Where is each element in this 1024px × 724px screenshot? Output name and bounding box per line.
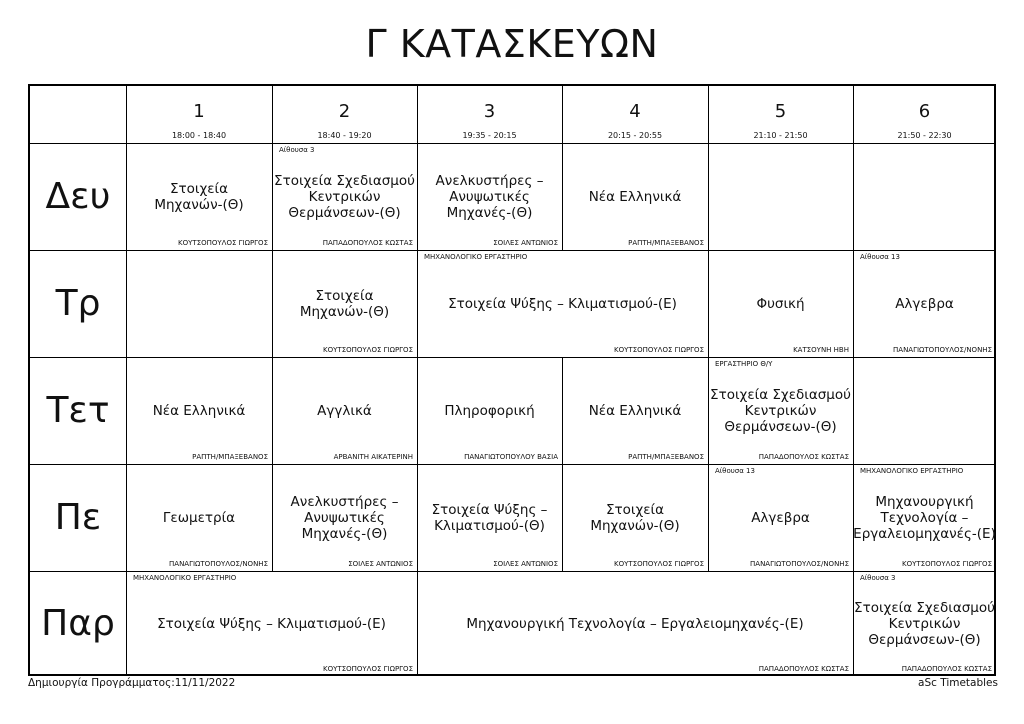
grid-column-divider	[853, 143, 854, 250]
timetable-grid	[28, 84, 996, 676]
lesson-subject: Πληροφορική	[444, 402, 535, 419]
grid-column-divider	[562, 86, 563, 143]
lesson-teacher: ΡΑΠΤΗ/ΜΠΑΞΕΒΑΝΟΣ	[628, 239, 704, 247]
lesson-cell	[562, 357, 708, 464]
lesson-cell	[853, 571, 996, 676]
lesson-cell	[126, 357, 272, 464]
lesson-teacher: ΚΟΥΤΣΟΠΟΥΛΟΣ ΓΙΩΡΓΟΣ	[614, 560, 704, 568]
lesson-teacher: ΚΟΥΤΣΟΠΟΥΛΟΣ ΓΙΩΡΓΟΣ	[323, 665, 413, 673]
lesson-room: ΜΗΧΑΝΟΛΟΓΙΚΟ ΕΡΓΑΣΤΗΡΙΟ	[424, 253, 528, 261]
footer-brand: aSc Timetables	[918, 677, 998, 689]
period-time: 18:00 - 18:40	[171, 131, 227, 140]
lesson-cell	[417, 357, 562, 464]
day-label: Τρ	[55, 283, 101, 324]
grid-column-divider	[272, 250, 273, 357]
grid-column-divider	[853, 464, 854, 571]
period-number: 1	[193, 101, 205, 122]
period-number: 2	[338, 101, 351, 122]
lesson-cell	[853, 464, 996, 571]
day-header-5	[30, 571, 126, 676]
day-label: Πε	[54, 497, 102, 538]
grid-row-divider	[30, 357, 994, 358]
lesson-teacher: ΠΑΠΑΔΟΠΟΥΛΟΣ ΚΩΣΤΑΣ	[322, 239, 413, 247]
lesson-room: Αίθουσα 3	[860, 574, 896, 582]
grid-column-divider	[562, 464, 563, 571]
period-time: 19:35 - 20:15	[462, 131, 517, 140]
lesson-teacher: ΠΑΝΑΓΙΩΤΟΠΟΥΛΟΣ/ΝΟΝΗΣ	[893, 346, 992, 354]
grid-column-divider	[562, 357, 563, 464]
grid-column-divider	[417, 250, 418, 357]
grid-column-divider	[272, 464, 273, 571]
lesson-teacher: ΠΑΠΑΔΟΠΟΥΛΟΣ ΚΩΣΤΑΣ	[758, 453, 849, 461]
period-time: 20:15 - 20:55	[607, 131, 663, 140]
grid-column-divider	[417, 571, 418, 676]
lesson-teacher: ΣΟΙΛΕΣ ΑΝΤΩΝΙΟΣ	[348, 560, 413, 568]
grid-row-divider	[30, 143, 994, 144]
lesson-teacher: ΑΡΒΑΝΙΤΗ ΑΙΚΑΤΕΡΙΝΗ	[333, 453, 413, 461]
grid-column-divider	[272, 86, 273, 143]
lesson-teacher: ΠΑΝΑΓΙΩΤΟΠΟΥΛΟΣ/ΝΟΝΗΣ	[169, 560, 268, 568]
lesson-teacher: ΚΟΥΤΣΟΠΟΥΛΟΣ ΓΙΩΡΓΟΣ	[323, 346, 413, 354]
grid-column-divider	[853, 571, 854, 676]
lesson-room: ΕΡΓΑΣΤΗΡΙΟ Θ/Υ	[715, 360, 773, 368]
lesson-subject: Στοιχεία Σχεδιασμού Κεντρικών Θερμάνσεων-(Θ)	[274, 172, 415, 221]
lesson-subject: Στοιχεία Μηχανών-(Θ)	[154, 180, 244, 213]
lesson-cell	[562, 143, 708, 250]
grid-column-divider	[126, 143, 127, 250]
lesson-teacher: ΡΑΠΤΗ/ΜΠΑΞΕΒΑΝΟΣ	[628, 453, 704, 461]
lesson-subject: Νέα Ελληνικά	[588, 188, 682, 205]
day-header-2	[30, 250, 126, 357]
grid-column-divider	[417, 143, 418, 250]
period-number: 4	[629, 101, 641, 122]
grid-column-divider	[853, 86, 854, 143]
lesson-cell	[417, 571, 853, 676]
lesson-cell	[272, 250, 417, 357]
period-time: 21:10 - 21:50	[753, 131, 808, 140]
grid-column-divider	[126, 571, 127, 676]
grid-column-divider	[126, 357, 127, 464]
page-title: Γ ΚΑΤΑΣΚΕΥΩΝ	[365, 22, 659, 66]
footer-created-date: Δημιουργία Προγράμματος:11/11/2022	[28, 677, 236, 689]
lesson-cell	[708, 357, 853, 464]
lesson-room: ΜΗΧΑΝΟΛΟΓΙΚΟ ΕΡΓΑΣΤΗΡΙΟ	[860, 467, 964, 475]
period-header-3	[417, 86, 562, 143]
lesson-cell	[272, 143, 417, 250]
day-label: Δευ	[45, 176, 111, 217]
period-header-4	[562, 86, 708, 143]
lesson-cell	[126, 464, 272, 571]
period-number: 6	[918, 101, 931, 122]
day-header-1	[30, 143, 126, 250]
period-header-1	[126, 86, 272, 143]
lesson-cell	[853, 250, 996, 357]
lesson-cell	[417, 143, 562, 250]
grid-column-divider	[708, 86, 709, 143]
period-time: 21:50 - 22:30	[897, 131, 952, 140]
lesson-cell	[272, 357, 417, 464]
lesson-subject: Στοιχεία Ψύξης – Κλιματισμού-(Ε)	[157, 615, 386, 632]
grid-column-divider	[853, 250, 854, 357]
period-time: 18:40 - 19:20	[317, 131, 372, 140]
period-header-6	[853, 86, 996, 143]
lesson-subject: Αγγλικά	[317, 402, 372, 419]
lesson-room: Αίθουσα 13	[715, 467, 755, 475]
lesson-room: Αίθουσα 3	[279, 146, 315, 154]
grid-column-divider	[126, 86, 127, 143]
lesson-teacher: ΠΑΝΑΓΙΩΤΟΠΟΥΛΟΣ/ΝΟΝΗΣ	[750, 560, 849, 568]
lesson-subject: Φυσική	[756, 295, 805, 312]
grid-column-divider	[708, 250, 709, 357]
lesson-cell	[126, 143, 272, 250]
lesson-subject: Στοιχεία Μηχανών-(Θ)	[590, 501, 680, 534]
period-number: 5	[774, 101, 787, 122]
lesson-subject: Μηχανουργική Τεχνολογία – Εργαλειομηχανές-(Ε)	[466, 615, 804, 632]
lesson-subject: Στοιχεία Σχεδιασμού Κεντρικών Θερμάνσεων-(Θ)	[710, 386, 851, 435]
day-label: Τετ	[46, 390, 110, 431]
period-header-2	[272, 86, 417, 143]
lesson-teacher: ΚΑΤΣΟΥΝΗ ΗΒΗ	[793, 346, 849, 354]
day-label: Παρ	[41, 603, 115, 644]
lesson-subject: Αλγεβρα	[895, 295, 954, 312]
lesson-subject: Στοιχεία Ψύξης – Κλιματισμού-(Ε)	[448, 295, 677, 312]
lesson-cell	[562, 464, 708, 571]
lesson-subject: Ανελκυστήρες – Ανυψωτικές Μηχανές-(Θ)	[290, 493, 399, 542]
grid-column-divider	[417, 86, 418, 143]
lesson-subject: Νέα Ελληνικά	[588, 402, 682, 419]
lesson-subject: Νέα Ελληνικά	[152, 402, 246, 419]
lesson-cell	[708, 250, 853, 357]
lesson-teacher: ΠΑΠΑΔΟΠΟΥΛΟΣ ΚΩΣΤΑΣ	[901, 665, 992, 673]
grid-column-divider	[272, 357, 273, 464]
lesson-subject: Στοιχεία Μηχανών-(Θ)	[299, 287, 390, 320]
lesson-cell	[417, 250, 708, 357]
lesson-subject: Στοιχεία Ψύξης – Κλιματισμού-(Θ)	[431, 501, 548, 534]
lesson-cell	[126, 571, 417, 676]
period-number: 3	[483, 101, 496, 122]
grid-column-divider	[708, 143, 709, 250]
grid-row-divider	[30, 464, 994, 465]
lesson-room: Αίθουσα 13	[860, 253, 900, 261]
day-header-3	[30, 357, 126, 464]
day-header-4	[30, 464, 126, 571]
lesson-subject: Αλγεβρα	[751, 509, 810, 526]
lesson-cell	[708, 464, 853, 571]
grid-column-divider	[708, 464, 709, 571]
lesson-room: ΜΗΧΑΝΟΛΟΓΙΚΟ ΕΡΓΑΣΤΗΡΙΟ	[133, 574, 237, 582]
lesson-subject: Μηχανουργική Τεχνολογία – Εργαλειομηχανές-(Ε)	[853, 493, 996, 542]
lesson-teacher: ΠΑΠΑΔΟΠΟΥΛΟΣ ΚΩΣΤΑΣ	[758, 665, 849, 673]
grid-column-divider	[708, 357, 709, 464]
lesson-teacher: ΣΟΙΛΕΣ ΑΝΤΩΝΙΟΣ	[493, 560, 558, 568]
lesson-teacher: ΡΑΠΤΗ/ΜΠΑΞΕΒΑΝΟΣ	[192, 453, 268, 461]
grid-column-divider	[126, 464, 127, 571]
grid-column-divider	[417, 464, 418, 571]
grid-row-divider	[30, 250, 994, 251]
grid-column-divider	[272, 143, 273, 250]
lesson-subject: Στοιχεία Σχεδιασμού Κεντρικών Θερμάνσεων-(Θ)	[854, 599, 995, 648]
lesson-subject: Γεωμετρία	[162, 509, 236, 526]
lesson-cell	[417, 464, 562, 571]
period-header-5	[708, 86, 853, 143]
lesson-teacher: ΠΑΝΑΓΙΩΤΟΠΟΥΛΟΥ ΒΑΣΙΑ	[464, 453, 558, 461]
grid-column-divider	[853, 357, 854, 464]
grid-column-divider	[126, 250, 127, 357]
lesson-cell	[272, 464, 417, 571]
lesson-teacher: ΚΟΥΤΣΟΠΟΥΛΟΣ ΓΙΩΡΓΟΣ	[902, 560, 992, 568]
lesson-teacher: ΚΟΥΤΣΟΠΟΥΛΟΣ ΓΙΩΡΓΟΣ	[614, 346, 704, 354]
lesson-subject: Ανελκυστήρες – Ανυψωτικές Μηχανές-(Θ)	[435, 172, 544, 221]
lesson-teacher: ΣΟΙΛΕΣ ΑΝΤΩΝΙΟΣ	[493, 239, 558, 247]
lesson-teacher: ΚΟΥΤΣΟΠΟΥΛΟΣ ΓΙΩΡΓΟΣ	[178, 239, 268, 247]
grid-row-divider	[30, 571, 994, 572]
grid-column-divider	[562, 143, 563, 250]
grid-column-divider	[417, 357, 418, 464]
